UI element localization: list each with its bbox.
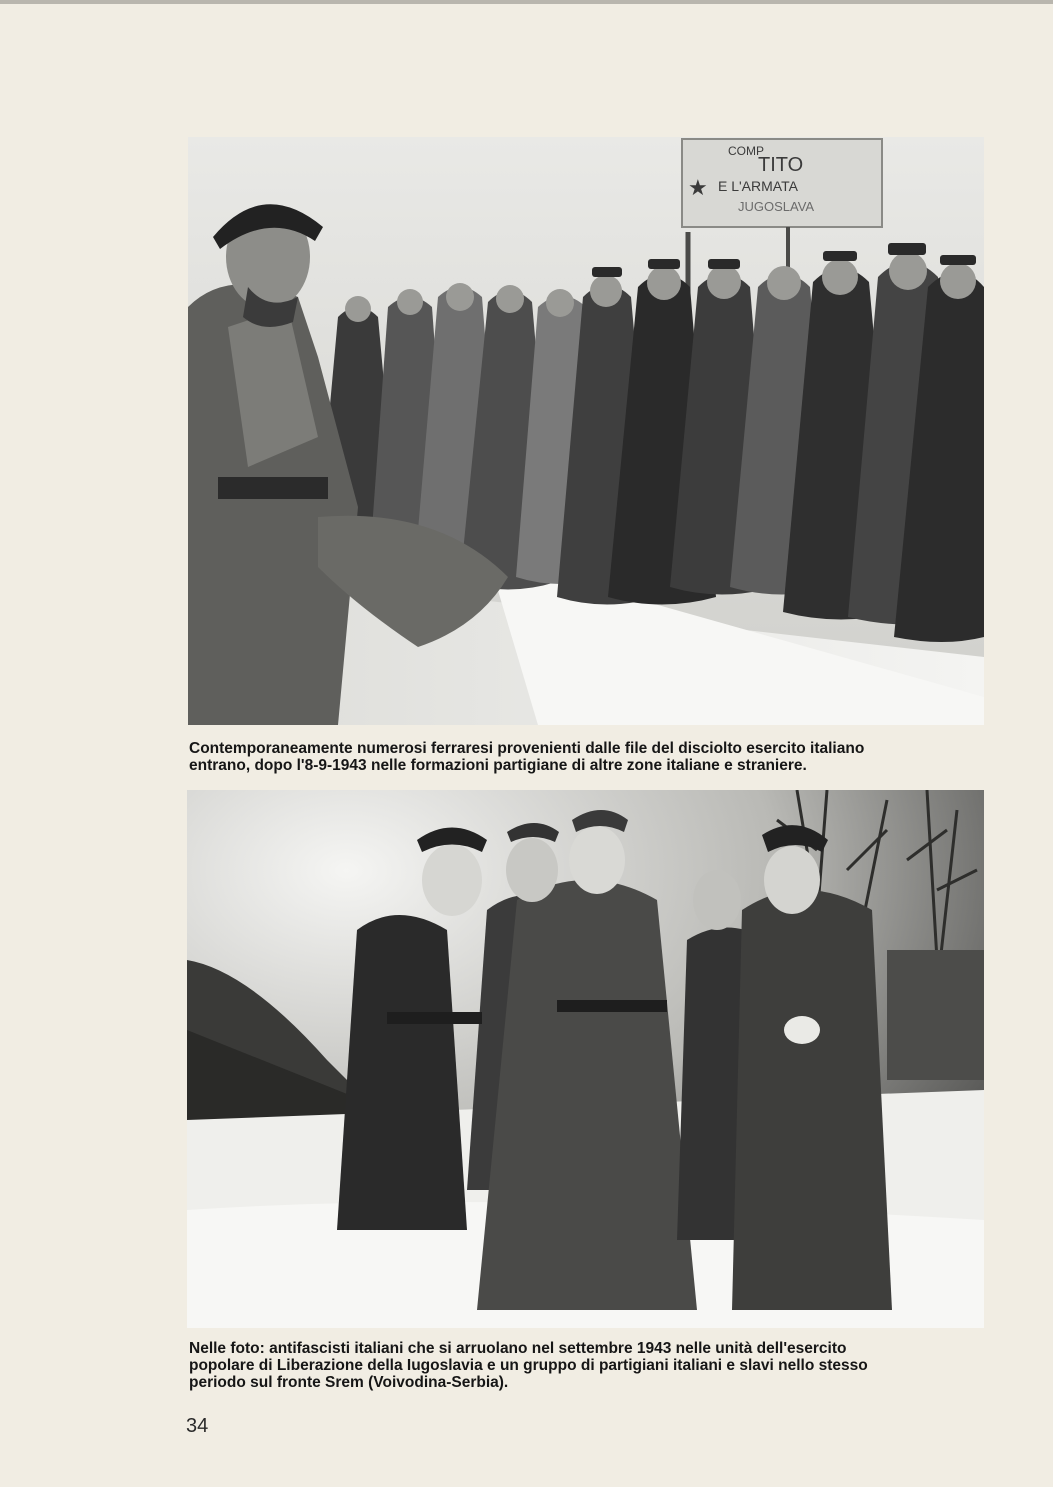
caption-2-line-1: Nelle foto: antifascisti italiani che si arruolano nel settembre 1943 nelle unità dell'esercito <box>189 1340 847 1357</box>
banner-text-line-4: JUGOSLAVA <box>738 199 815 214</box>
photo-partisans-line-up <box>188 137 984 725</box>
photo-partisan-group-snow-illustration <box>187 790 984 1328</box>
caption-2-line-2: popolare di Liberazione della Iugoslavia e un gruppo di partigiani italiani e slavi nello stesso <box>189 1357 868 1374</box>
banner-text-line-1: COMP <box>728 144 764 158</box>
scan-edge-shadow <box>0 0 1053 4</box>
banner-text-line-2: TITO <box>758 154 804 176</box>
page-number: 34 <box>186 1415 209 1437</box>
caption-2-line-3: periodo sul fronte Srem (Voivodina-Serbia). <box>189 1374 509 1391</box>
photo-caption-1 <box>189 740 864 774</box>
caption-1-line-2: entrano, dopo l'8-9-1943 nelle formazioni partigiane di altre zone italiane e straniere. <box>189 757 807 774</box>
caption-1-line-1: Contemporaneamente numerosi ferraresi provenienti dalle file del disciolto esercito italiano <box>189 740 865 757</box>
banner-text-line-3: E L'ARMATA <box>718 178 798 194</box>
photo-caption-2 <box>189 1340 868 1391</box>
star-icon: ★ <box>688 176 708 201</box>
photo-partisan-group-snow <box>187 790 984 1328</box>
photo-partisans-line-up-illustration <box>188 137 984 725</box>
